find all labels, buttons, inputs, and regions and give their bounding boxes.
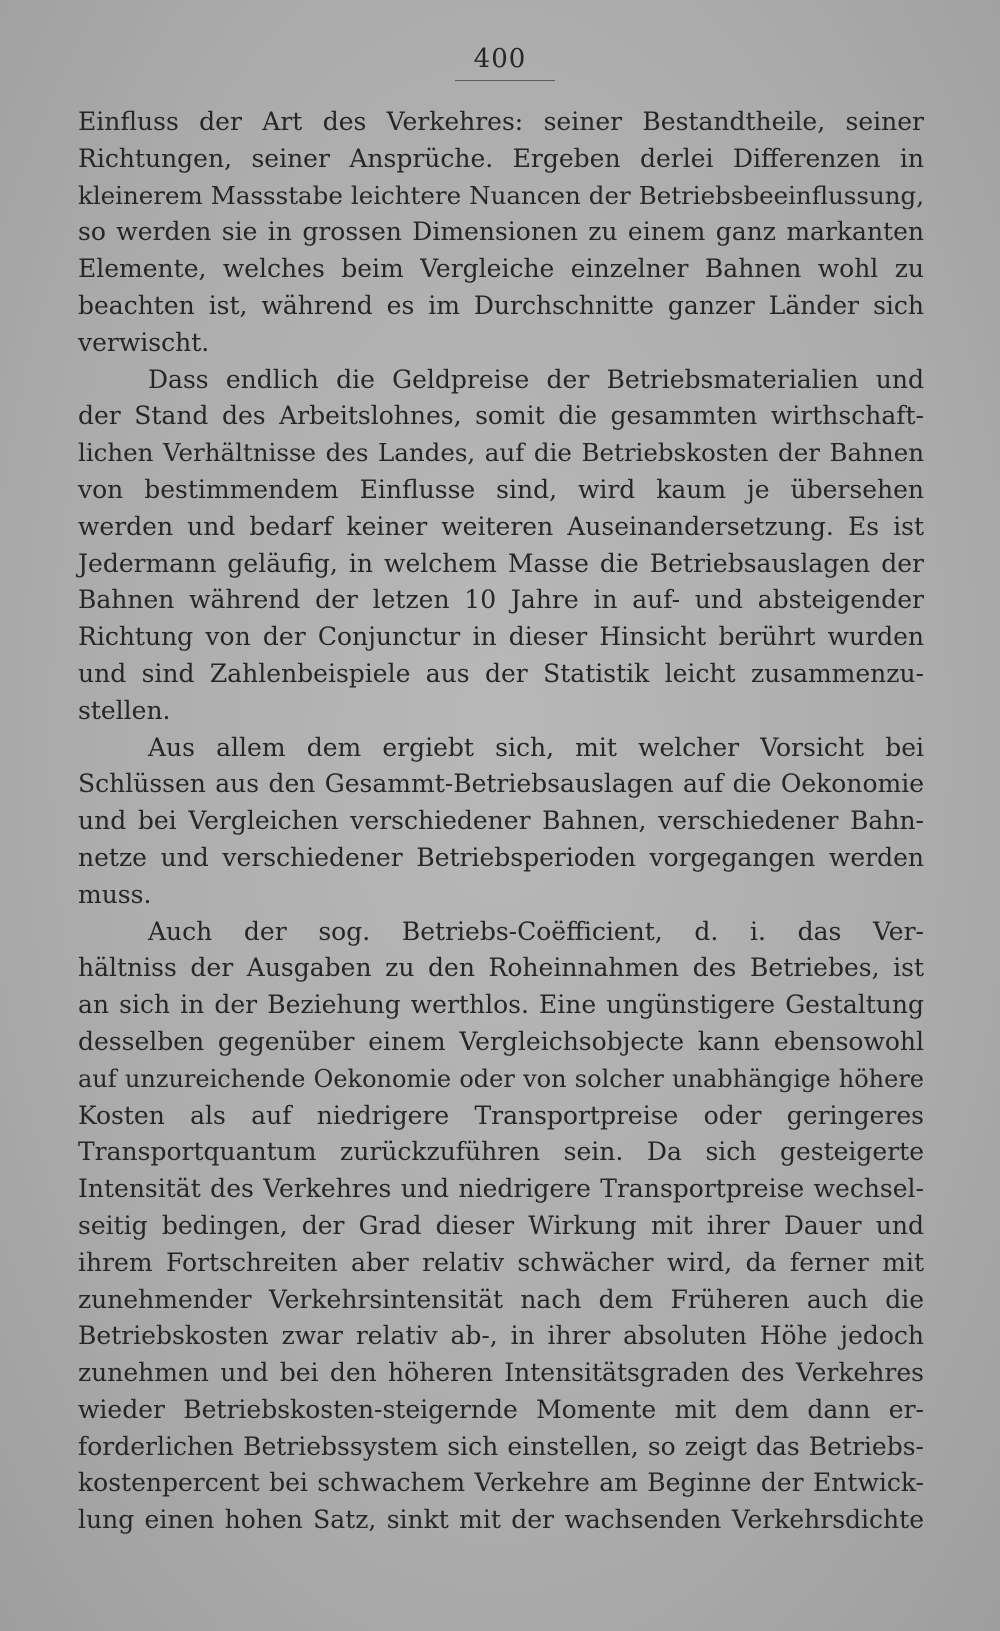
text-line: verwischt. (78, 327, 210, 357)
text-line: Schlüssen aus den Gesammt-Betriebsauslagen auf die Oekonomie (78, 769, 924, 799)
text-line: lichen Verhältnisse des Landes, auf die Betriebskosten der Bahnen (78, 438, 924, 468)
text-line: muss. (78, 879, 152, 909)
text-line: beachten ist, während es im Durchschnitte ganzer Länder sich (78, 290, 924, 320)
text-line: Kosten als auf niedrigere Transportpreise oder geringeres (78, 1100, 924, 1130)
text-line: so werden sie in grossen Dimensionen zu einem ganz markanten (78, 217, 924, 247)
text-line: von bestimmendem Einflusse sind, wird kaum je übersehen (78, 474, 924, 504)
text-line: netze und verschiedener Betriebsperioden vorgegangen werden (78, 842, 924, 872)
text-line: zunehmen und bei den höheren Intensitätsgraden des Verkehres (78, 1358, 924, 1388)
text-line: Auch der sog. Betriebs-Coëfficient, d. i. das Ver- (148, 916, 924, 946)
text-line: werden und bedarf keiner weiteren Auseinandersetzung. Es ist (78, 511, 924, 541)
text-line: kostenpercent bei schwachem Verkehre am Beginne der Entwick- (78, 1468, 924, 1498)
text-line: Einfluss der Art des Verkehres: seiner Bestandtheile, seiner (78, 107, 924, 136)
text-line: der Stand des Arbeitslohnes, somit die gesammten wirthschaft- (78, 401, 924, 431)
page-number-rule (455, 80, 555, 81)
text-line: stellen. (78, 695, 171, 725)
body-text (78, 104, 924, 1539)
text-line: wieder Betriebskosten-steigernde Momente mit dem dann er- (78, 1394, 924, 1424)
text-line: hältniss der Ausgaben zu den Roheinnahmen des Betriebes, ist (78, 953, 924, 983)
text-line: an sich in der Beziehung werthlos. Eine ungünstigere Gestaltung (78, 990, 924, 1020)
text-line: Aus allem dem ergiebt sich, mit welcher Vorsicht bei (148, 732, 924, 762)
text-line: Transportquantum zurückzuführen sein. Da sich gesteigerte (78, 1137, 924, 1167)
text-line: Elemente, welches beim Vergleiche einzelner Bahnen wohl zu (78, 254, 924, 284)
text-line: und sind Zahlenbeispiele aus der Statistik leicht zusammenzu- (78, 658, 924, 688)
text-line: Intensität des Verkehres und niedrigere Transportpreise wechsel- (78, 1174, 924, 1204)
text-line: desselben gegenüber einem Vergleichsobjecte kann ebensowohl (78, 1026, 924, 1056)
text-line: auf unzureichende Oekonomie oder von solcher unabhängige höhere (78, 1064, 924, 1093)
text-line: Richtungen, seiner Ansprüche. Ergeben derlei Differenzen in (78, 143, 924, 173)
text-line: kleinerem Massstabe leichtere Nuancen der Betriebsbeeinflussung, (78, 180, 924, 210)
text-line: forderlichen Betriebssystem sich einstellen, so zeigt das Betriebs- (78, 1431, 924, 1461)
text-line: Bahnen während der letzen 10 Jahre in auf- und absteigender (78, 585, 924, 615)
text-line: Betriebskosten zwar relativ ab-, in ihrer absoluten Höhe jedoch (78, 1321, 924, 1351)
text-line: lung einen hohen Satz, sinkt mit der wachsenden Verkehrsdichte (78, 1505, 924, 1535)
text-line: und bei Vergleichen verschiedener Bahnen, verschiedener Bahn- (78, 806, 924, 836)
page-number: 400 (473, 44, 527, 74)
text-line: Dass endlich die Geldpreise der Betriebsmaterialien und (148, 364, 924, 394)
text-line: seitig bedingen, der Grad dieser Wirkung mit ihrer Dauer und (78, 1210, 924, 1240)
text-line: Richtung von der Conjunctur in dieser Hinsicht berührt wurden (78, 622, 924, 652)
text-line: zunehmender Verkehrsintensität nach dem Früheren auch die (78, 1284, 924, 1314)
text-line: Jedermann geläufig, in welchem Masse die Betriebsauslagen der (78, 548, 924, 578)
text-line: ihrem Fortschreiten aber relativ schwächer wird, da ferner mit (78, 1247, 924, 1277)
